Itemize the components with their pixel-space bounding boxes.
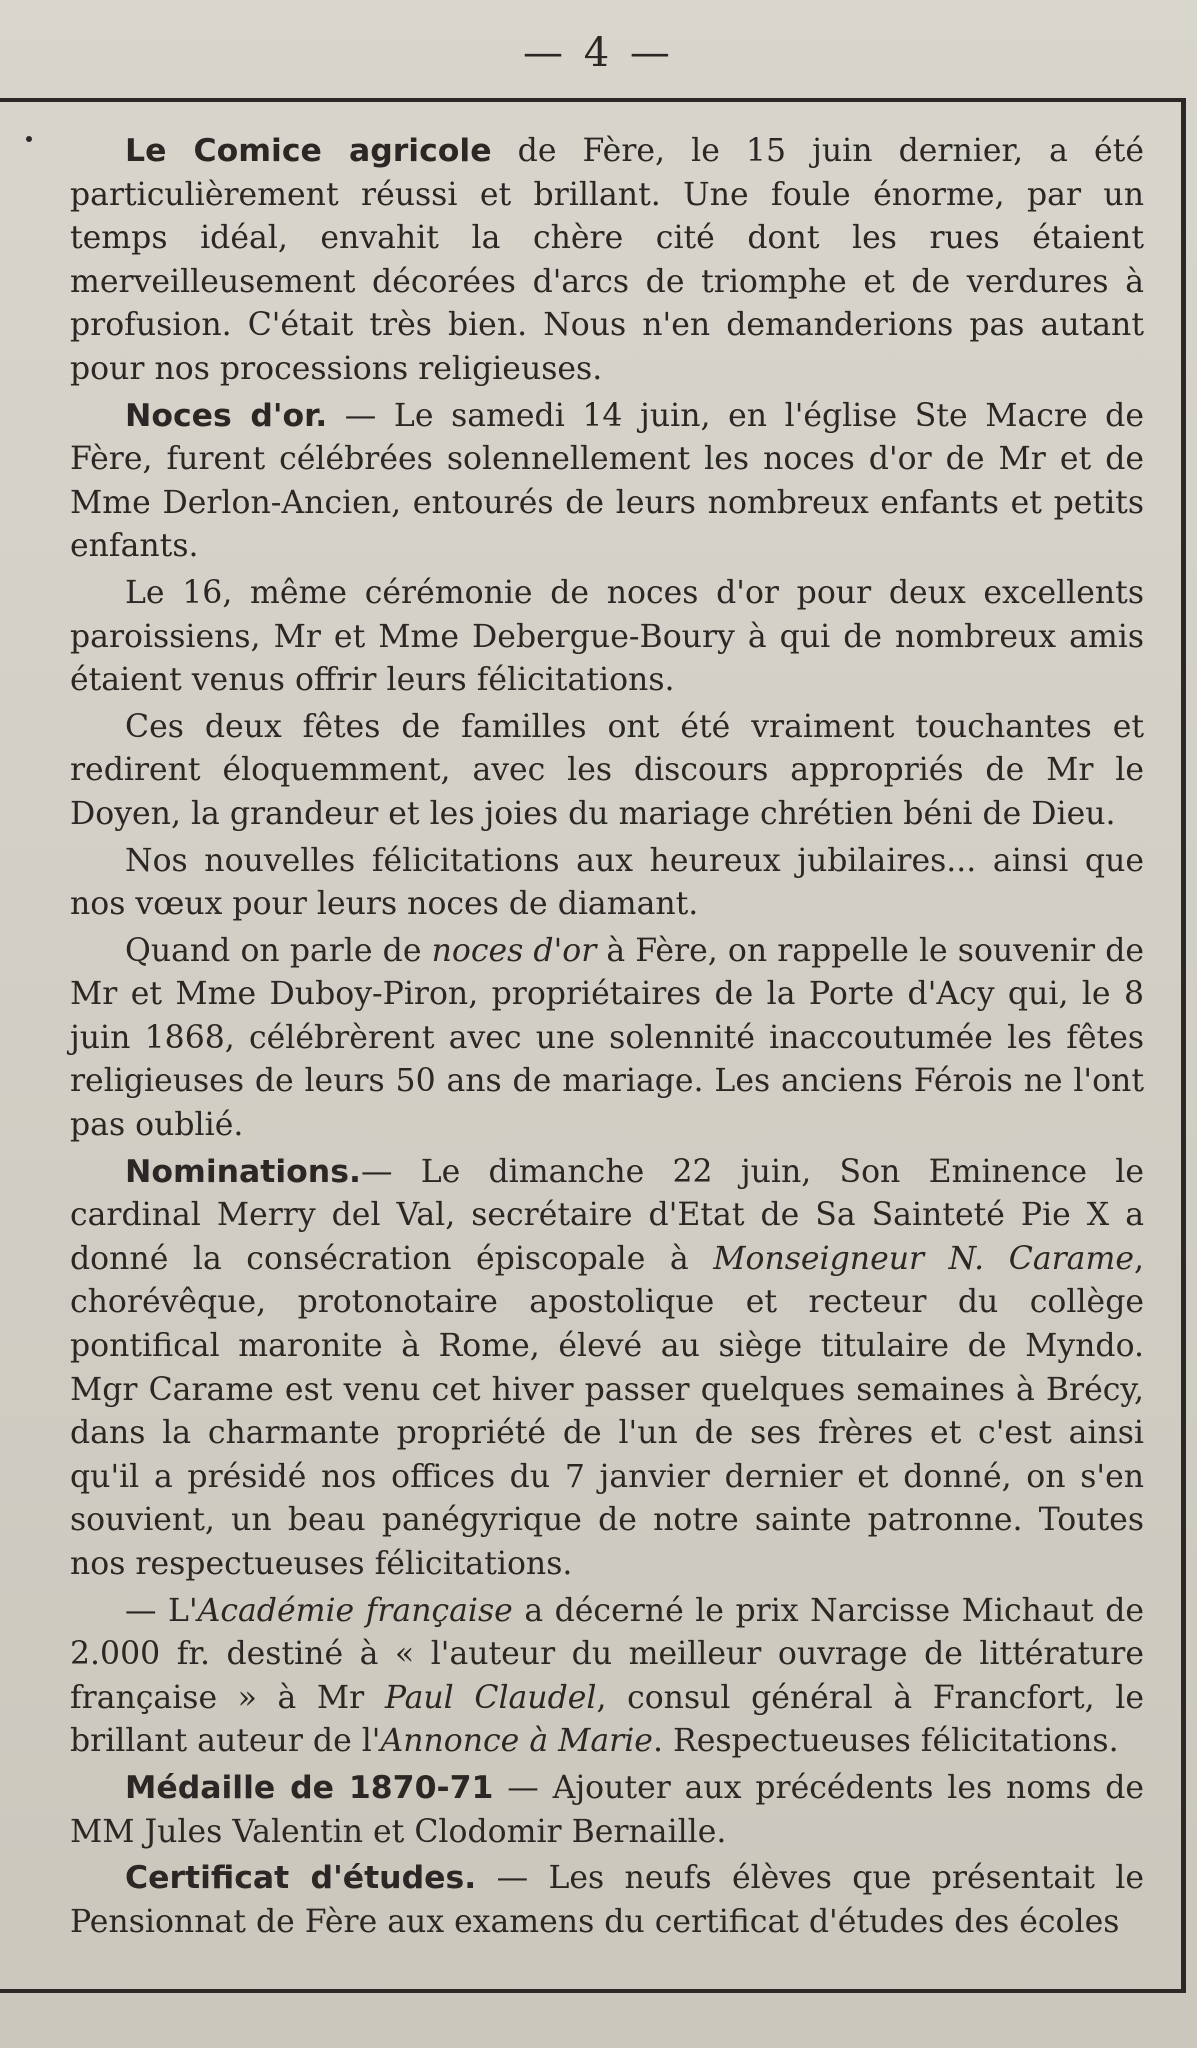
paragraph-certificat [70,1857,1144,1944]
text-duboy-a: Quand on parle de [125,932,432,969]
text-academie-d: . Respectueuses félicitations. [652,1723,1119,1760]
italic-claudel: Paul Claudel [384,1679,597,1716]
paragraph-felicitations [70,840,1144,927]
heading-nominations: Nominations. [125,1153,361,1190]
text-academie-a: — L' [125,1592,198,1629]
italic-noces-or: noces d'or [431,932,597,969]
paragraph-academie [70,1590,1144,1764]
page-number: — 4 — [523,30,674,76]
italic-annonce: Annonce à Marie [380,1723,653,1760]
heading-medaille: Médaille de 1870-71 [125,1769,494,1806]
text-le-16: Le 16, même cérémonie de noces d'or pour deux excellents paroissiens, Mr et Mme Debergue-Boury à qui de nombreux amis étaient venus offrir leurs félicitations. [70,574,1144,699]
text-certificat: — Les neufs élèves que présentait le Pensionnat de Fère aux examens du certificat d'études des écoles [70,1860,1144,1940]
text-felicitations: Nos nouvelles félicitations aux heureux jubilaires... ainsi que nos vœux pour leurs noces de diamant. [70,842,1144,923]
paragraph-nominations [70,1151,1144,1587]
text-comice: de Fère, le 15 juin dernier, a été particulièrement réussi et brillant. Une foule énorme, par un temps idéal, envahit la chère cité dont les rues étaient merveilleusement décorées d'arcs de triomphe et de verdures à profusion. C'était très bien. Nous n'en demanderions pas autant pour nos processions religieuses. [70,133,1144,387]
heading-comice: Le Comice agricole [125,133,492,169]
article-body [70,130,1144,1947]
paragraph-deux-fetes [70,706,1144,837]
paragraph-le-16 [70,572,1144,703]
text-medaille: — Ajouter aux précédents les noms de MM Jules Valentin et Clodomir Bernaille. [70,1769,1144,1850]
paragraph-noces-or [70,395,1144,569]
text-nominations-b: , chorévêque, protonotaire apostolique et recteur du collège pontifical maronite à Rome, élevé au siège titulaire de Myndo. Mgr Carame est venu cet hiver passer quelques semaines à Brécy, dans la charmante propriété de l'un de ses frères et c'est ainsi qu'il a présidé nos offices du 7 janvier dernier et donné, on s'en souvient, un beau panégyrique de notre sainte patronne. Toutes nos respectueuses félicitations. [70,1240,1144,1582]
heading-certificat: Certificat d'études. [125,1860,477,1897]
paragraph-duboy-piron [70,930,1144,1148]
ink-dot [26,136,32,142]
paragraph-medaille [70,1767,1144,1854]
text-academie-c: , consul général à Francfort, le brillant auteur de l' [70,1679,1144,1760]
text-deux-fetes: Ces deux fêtes de familles ont été vraiment touchantes et redirent éloquemment, avec les discours appropriés de Mr le Doyen, la grandeur et les joies du mariage chrétien béni de Dieu. [70,708,1144,832]
text-noces-or: — Le samedi 14 juin, en l'église Ste Macre de Fère, furent célébrées solennellement les noces d'or de Mr et de Mme Derlon-Ancien, entourés de leurs nombreux enfants et petits enfants. [70,397,1144,565]
heading-noces-or: Noces d'or. [125,397,328,434]
text-academie-b: a décerné le prix Narcisse Michaut de 2.000 fr. destiné à « l'auteur du meilleur ouvrage de littérature française » à Mr [70,1592,1144,1716]
paragraph-comice [70,130,1144,392]
italic-academie: Académie française [197,1592,513,1629]
italic-carame: Monseigneur N. Carame [713,1240,1134,1277]
text-nominations-a: — Le dimanche 22 juin, Son Eminence le cardinal Merry del Val, secrétaire d'Etat de Sa Sainteté Pie X a donné la consécration épiscopale à [70,1153,1144,1277]
text-duboy-b: à Fère, on rappelle le souvenir de Mr et Mme Duboy-Piron, propriétaires de la Porte d'Acy qui, le 8 juin 1868, célébrèrent avec une solennité inaccoutumée les fêtes religieuses de leurs 50 ans de mariage. Les anciens Férois ne l'ont pas oublié. [70,932,1144,1144]
